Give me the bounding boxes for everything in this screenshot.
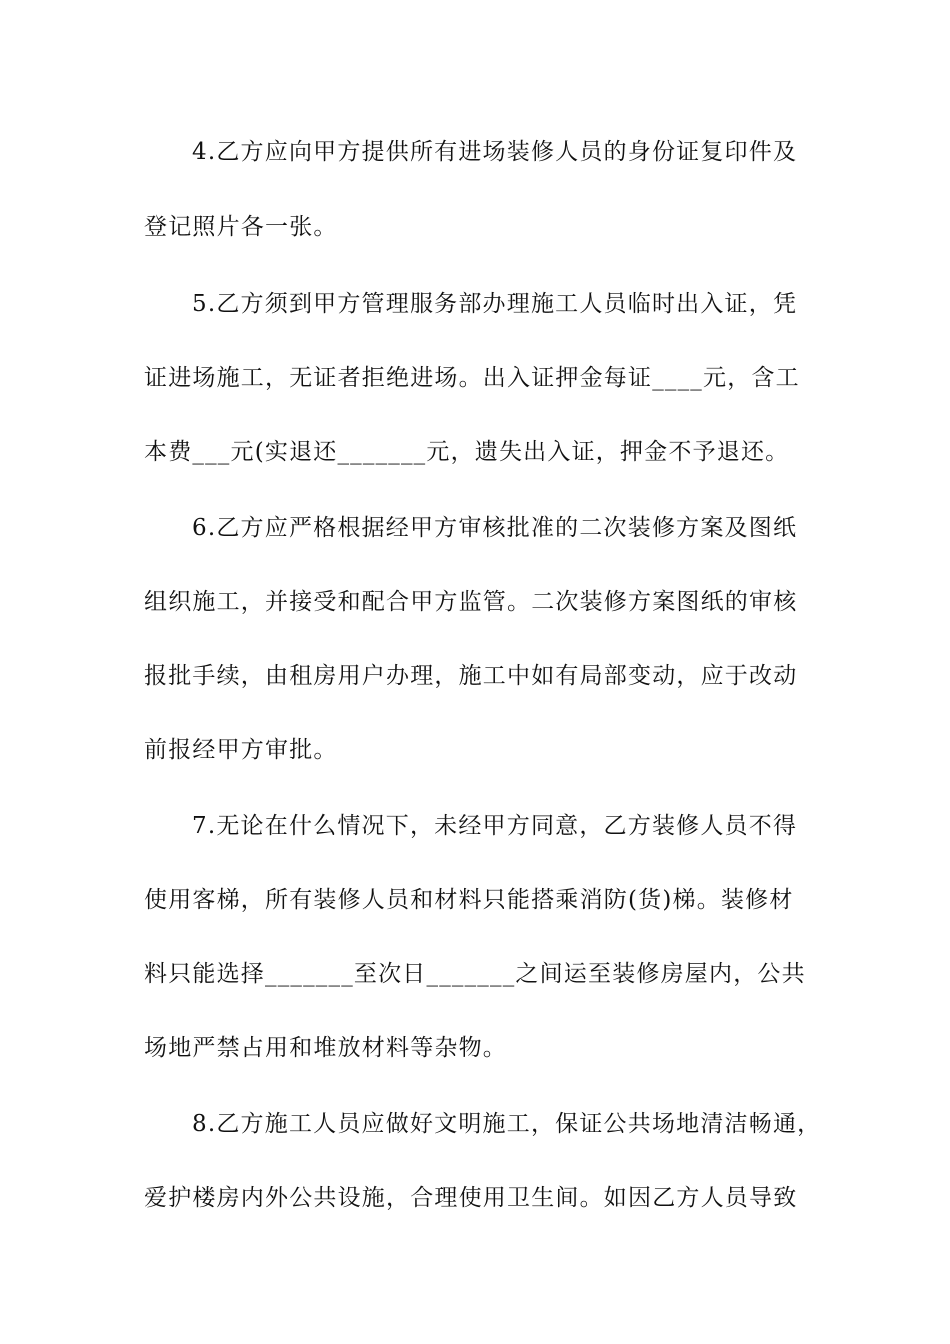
clause-7-line-3: 料只能选择_______至次日_______之间运至装修房屋内，公共 <box>144 961 806 987</box>
clause-6-line-2: 组织施工，并接受和配合甲方监管。二次装修方案图纸的审核 <box>144 589 798 615</box>
clause-8-line-2: 爱护楼房内外公共设施，合理使用卫生间。如因乙方人员导致 <box>144 1185 798 1211</box>
clause-5-line-3: 本费___元(实退还_______元，遗失出入证，押金不予退还。 <box>144 439 790 465</box>
clause-5-line-2: 证进场施工，无证者拒绝进场。出入证押金每证____元，含工 <box>144 365 800 391</box>
clause-5-line-1: 5.乙方须到甲方管理服务部办理施工人员临时出入证，凭 <box>192 291 798 317</box>
clause-7-line-2: 使用客梯，所有装修人员和材料只能搭乘消防(货)梯。装修材 <box>144 887 794 913</box>
clause-4-line-2: 登记照片各一张。 <box>144 214 338 240</box>
clause-7-line-1: 7.无论在什么情况下，未经甲方同意，乙方装修人员不得 <box>192 813 798 839</box>
clause-4-line-1: 4.乙方应向甲方提供所有进场装修人员的身份证复印件及 <box>192 139 798 165</box>
clause-7-line-4: 场地严禁占用和堆放材料等杂物。 <box>144 1035 507 1061</box>
clause-6-line-4: 前报经甲方审批。 <box>144 737 338 763</box>
clause-6-line-1: 6.乙方应严格根据经甲方审核批准的二次装修方案及图纸 <box>192 515 798 541</box>
clause-8-line-1: 8.乙方施工人员应做好文明施工，保证公共场地清洁畅通， <box>192 1111 822 1137</box>
clause-6-line-3: 报批手续，由租房用户办理，施工中如有局部变动，应于改动 <box>144 663 798 689</box>
